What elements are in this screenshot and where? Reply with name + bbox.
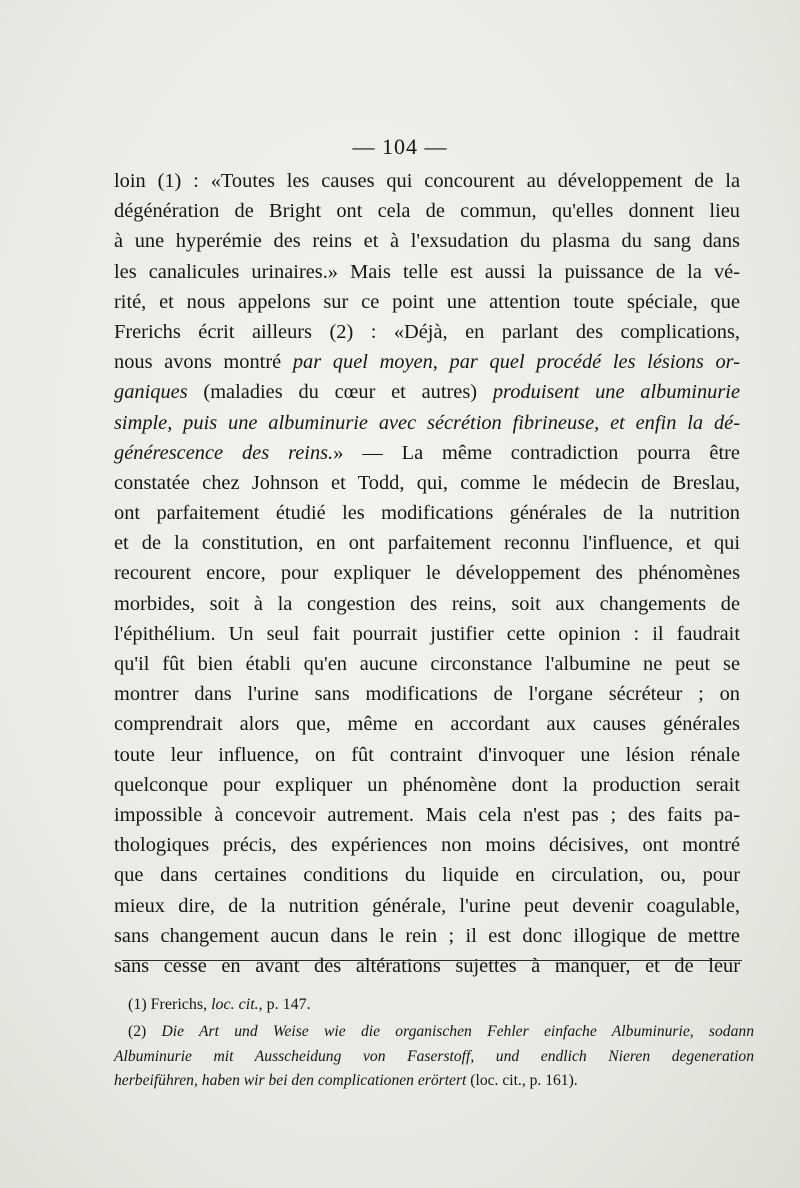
italic-text: herbeiführen, haben wir bei den complicationen erörtert — [114, 1072, 467, 1089]
text-run: (2) — [128, 1023, 162, 1040]
text-run: dégénération de Bright ont cela de commun, qu'elles donnent lieu — [114, 200, 740, 223]
text-run: montrer dans l'urine sans modifications de l'organe sécréteur ; on — [114, 683, 740, 706]
body-line — [114, 740, 740, 770]
body-line — [114, 709, 740, 739]
text-run: thologiques précis, des expériences non moins décisives, ont montré — [114, 834, 740, 857]
text-run: toute leur influence, on fût contraint d'invoquer une lésion rénale — [114, 743, 740, 766]
text-run: morbides, soit à la congestion des reins, soit aux changements de — [114, 592, 740, 615]
footnote-2-line — [128, 1020, 754, 1045]
text-run: que dans certaines conditions du liquide en circulation, ou, pour — [114, 864, 740, 887]
body-line — [114, 558, 740, 588]
body-line — [114, 438, 740, 468]
text-run: loin (1) : «Toutes les causes qui concourent au développement de la — [114, 170, 740, 192]
footnote-1-prefix: (1) Frerichs, — [128, 996, 212, 1013]
text-run: et de la constitution, en ont parfaitement reconnu l'influence, et qui — [114, 532, 740, 555]
body-line — [114, 770, 740, 800]
text-run: impossible à concevoir autrement. Mais cela n'est pas ; des faits pa- — [114, 803, 740, 826]
body-line — [114, 830, 740, 860]
body-line — [114, 347, 740, 377]
body-line — [114, 921, 740, 951]
text-run: les canalicules urinaires.» Mais telle est aussi la puissance de la vé- — [114, 260, 740, 283]
text-run: qu'il fût bien établi qu'en aucune circonstance l'albumine ne peut se — [114, 653, 740, 675]
italic-text: simple, puis une albuminurie avec sécrétion fibrineuse, et enfin la dé- — [114, 411, 740, 434]
body-line — [114, 679, 740, 709]
text-run: l'épithélium. Un seul fait pourrait justifier cette opinion : il faudrait — [114, 622, 740, 645]
text-run: sans cesse en avant des altérations sujettes à manquer, et de leur — [114, 954, 740, 977]
footnotes — [114, 990, 754, 1094]
footnote-1 — [128, 990, 754, 1020]
text-run: sans changement aucun dans le rein ; il est donc illogique de mettre — [114, 924, 740, 947]
text-run: à une hyperémie des reins et à l'exsudation du plasma du sang dans — [114, 230, 740, 253]
body-text — [114, 166, 740, 981]
body-line — [114, 891, 740, 921]
footnote-1-italic: loc. cit. — [211, 996, 259, 1013]
body-line — [114, 498, 740, 528]
italic-text: générescence des reins. — [114, 441, 334, 464]
text-run: (loc. cit., p. 161). — [466, 1072, 578, 1089]
text-run: (maladies du cœur et autres) — [187, 381, 493, 404]
footnote-2 — [114, 1020, 754, 1094]
body-line — [114, 619, 740, 649]
body-line — [114, 468, 740, 498]
page-number: — 104 — — [352, 134, 448, 159]
text-run: quelconque pour expliquer un phénomène dont la production serait — [114, 773, 740, 796]
text-run: rité, et nous appelons sur ce point une attention toute spéciale, que — [114, 290, 740, 313]
text-run: nous avons montré — [114, 351, 293, 374]
body-line — [114, 649, 740, 679]
footnote-2-line — [114, 1045, 754, 1070]
footnote-divider — [122, 960, 742, 961]
italic-text: ganiques — [114, 381, 188, 404]
italic-text: par quel moyen, par quel procédé les lésions or- — [292, 351, 740, 374]
body-line — [114, 196, 740, 226]
body-line — [114, 800, 740, 830]
body-line — [114, 589, 740, 619]
body-line — [114, 860, 740, 890]
footnote-2-line — [114, 1069, 754, 1094]
italic-text: Albuminurie mit Ausscheidung von Faserstoff, und endlich Nieren degeneration — [114, 1047, 754, 1065]
text-run: » — La même contradiction pourra être — [333, 441, 740, 464]
text-run: constatée chez Johnson et Todd, qui, comme le médecin de Breslau, — [114, 471, 740, 494]
text-run: recourent encore, pour expliquer le développement des phénomènes — [114, 562, 740, 585]
body-line — [114, 287, 740, 317]
text-run: comprendrait alors que, même en accordant aux causes générales — [114, 713, 740, 736]
text-run: mieux dire, de la nutrition générale, l'urine peut devenir coagulable, — [114, 894, 740, 917]
body-line — [114, 257, 740, 287]
body-line — [114, 528, 740, 558]
body-line — [114, 951, 740, 981]
footnote-1-suffix: , p. 147. — [258, 996, 311, 1013]
body-line — [114, 226, 740, 256]
italic-text: produisent une albuminurie — [492, 381, 740, 404]
text-run: Frerichs écrit ailleurs (2) : «Déjà, en parlant des complications, — [114, 320, 740, 343]
body-line — [114, 166, 740, 196]
body-line — [114, 408, 740, 438]
body-line — [114, 317, 740, 347]
body-line — [114, 377, 740, 407]
text-run: ont parfaitement étudié les modifications générales de la nutrition — [114, 502, 740, 525]
italic-text: Die Art und Weise wie die organischen Fehler einfache Albuminurie, sodann — [161, 1023, 754, 1040]
